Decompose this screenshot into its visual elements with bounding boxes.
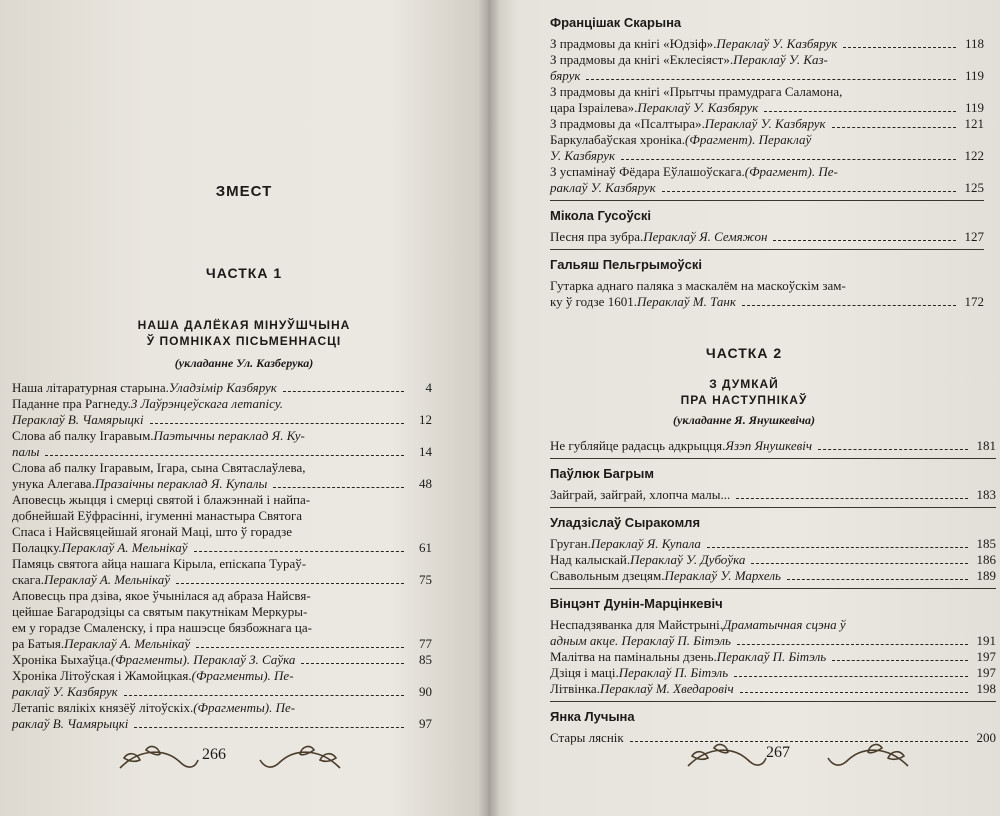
entry-title: Дзіця і маці. xyxy=(550,665,619,680)
entry-credit: Пераклаў П. Бітэль xyxy=(716,649,827,664)
dot-leader xyxy=(764,111,956,112)
entry-title: Наша літаратурная старына. xyxy=(12,380,169,395)
book-gutter xyxy=(478,0,500,816)
entry-first-line xyxy=(12,380,432,396)
dot-leader xyxy=(737,644,968,645)
toc-entry xyxy=(550,681,996,697)
section-rule xyxy=(550,249,984,250)
dot-leader xyxy=(662,191,956,192)
author-name: Гальяш Пельгрымоўскі xyxy=(550,257,702,272)
entry-first-line xyxy=(550,164,984,180)
entry-continuation-line xyxy=(12,684,432,700)
entry-title: З прадмовы да «Псалтыра». xyxy=(550,116,705,131)
entry-credit: Пераклаў У. Казбярук xyxy=(704,116,826,131)
entry-credit: Пераклаў У. Мархель xyxy=(664,568,781,583)
entry-title: Паданне пра Рагнеду. xyxy=(12,396,131,411)
entry-continuation-line xyxy=(12,604,432,620)
dot-leader xyxy=(621,159,956,160)
right-page xyxy=(488,0,1000,816)
entry-first-line xyxy=(550,552,996,568)
author-name: Уладзіслаў Сыракомля xyxy=(550,515,701,530)
toc-entry xyxy=(12,668,432,700)
entry-title: Не губляйце радасць адкрыцця. xyxy=(550,438,726,453)
entry-title: З прадмовы да кнігі «Прытчы прамудрага Саламона, xyxy=(550,84,843,99)
author-name: Мікола Гусоўскі xyxy=(550,208,652,223)
dot-leader xyxy=(194,551,404,552)
entry-title: Стары ляснік xyxy=(550,730,624,745)
entry-continuation-text: ра Батыя. xyxy=(12,636,65,651)
toc-entry xyxy=(550,552,996,568)
author-name: Паўлюк Багрым xyxy=(550,466,654,481)
entry-first-line xyxy=(550,487,996,503)
entry-continuation-line xyxy=(550,100,984,116)
entry-first-line xyxy=(12,556,432,572)
right-entry-list-bottom xyxy=(550,438,996,746)
toc-entry xyxy=(550,132,984,164)
dot-leader xyxy=(787,579,968,580)
entry-continuation-line xyxy=(12,524,432,540)
entry-title: Слова аб палку Ігаравым, Ігара, сына Святаслаўлева, xyxy=(12,460,306,475)
entry-first-line xyxy=(550,36,984,52)
toc-entry xyxy=(550,278,984,310)
entry-title: Малітва на памінальны дзень. xyxy=(550,649,717,664)
entry-continuation-line xyxy=(550,180,984,196)
entry-page-number: 189 xyxy=(976,568,996,583)
section-editor: (укладанне Ул. Казберука) xyxy=(174,356,314,370)
entry-continuation-credit: Пераклаў А. Мельнікаў xyxy=(44,572,171,587)
toc-entry xyxy=(12,460,432,492)
entry-title: Хроніка Літоўская і Жамойцкая. xyxy=(12,668,192,683)
dot-leader xyxy=(707,547,968,548)
toc-entry xyxy=(550,84,984,116)
entry-first-line xyxy=(12,492,432,508)
entry-page-number: 127 xyxy=(964,229,984,244)
entry-continuation-text: добнейшай Еўфрасінні, ігуменні манастыра Святога xyxy=(12,508,303,523)
toc-entry xyxy=(12,556,432,588)
author-name: Янка Лучына xyxy=(550,709,635,724)
entry-page-number: 198 xyxy=(976,681,996,696)
entry-page-number: 61 xyxy=(419,540,432,555)
section2-title-line1: З ДУМКАЙ xyxy=(709,377,779,391)
dot-leader xyxy=(751,563,968,564)
entry-continuation-line xyxy=(12,716,432,732)
entry-first-line xyxy=(12,428,432,444)
dot-leader xyxy=(734,676,968,677)
entry-page-number: 85 xyxy=(419,652,432,667)
entry-page-number: 185 xyxy=(976,536,996,551)
dot-leader xyxy=(150,423,404,424)
entry-page-number: 90 xyxy=(419,684,432,699)
entry-first-line xyxy=(12,588,432,604)
entry-credit: (Фрагменты). Пе- xyxy=(191,668,294,683)
entry-first-line xyxy=(12,668,432,684)
entry-page-number: 186 xyxy=(976,552,996,567)
entry-title: Хроніка Быхаўца. xyxy=(12,652,111,667)
toc-entry xyxy=(12,588,432,652)
entry-credit: (Фрагмент). Пе- xyxy=(744,164,838,179)
entry-title: З прадмовы да кнігі «Юдзіф». xyxy=(550,36,717,51)
entry-continuation-line xyxy=(12,540,432,556)
part1-title: ЧАСТКА 1 xyxy=(205,265,283,281)
dot-leader xyxy=(740,692,968,693)
toc-entry xyxy=(550,36,984,52)
entry-continuation-line xyxy=(12,572,432,588)
dot-leader xyxy=(45,455,404,456)
section2-editor: (укладанне Я. Янушкевіча) xyxy=(673,413,815,427)
entry-credit: Пераклаў Я. Семяжон xyxy=(643,229,768,244)
entry-title: Літвінка. xyxy=(550,681,600,696)
dot-leader xyxy=(818,449,968,450)
section-rule xyxy=(550,588,996,589)
dot-leader xyxy=(843,47,956,48)
dot-leader xyxy=(283,391,404,392)
entry-continuation-text: цейшае Багародзіцы са святым пакутнікам Меркуры- xyxy=(12,604,308,619)
entry-credit: Пераклаў П. Бітэль xyxy=(618,665,729,680)
toc-entry xyxy=(12,652,432,668)
entry-continuation-line xyxy=(550,148,984,164)
dot-leader xyxy=(176,583,404,584)
entry-first-line xyxy=(12,700,432,716)
entry-continuation-text: Полацку. xyxy=(12,540,62,555)
entry-credit: Пераклаў М. Хведаровіч xyxy=(599,681,734,696)
entry-first-line xyxy=(550,278,984,294)
entry-continuation-credit: Пераклаў А. Мельнікаў xyxy=(64,636,191,651)
entry-page-number: 119 xyxy=(964,68,984,83)
entry-continuation-credit: адным акце. Пераклаў П. Бітэль xyxy=(550,633,731,648)
dot-leader xyxy=(301,663,404,664)
dot-leader xyxy=(832,660,968,661)
entry-credit: Пераклаў У. Каз- xyxy=(733,52,828,67)
entry-page-number: 4 xyxy=(425,380,432,395)
entry-title: Песня пра зубра. xyxy=(550,229,644,244)
entry-first-line xyxy=(550,84,984,100)
dot-leader xyxy=(273,487,404,488)
toc-entry xyxy=(12,396,432,428)
entry-first-line xyxy=(550,568,996,584)
dot-leader xyxy=(832,127,956,128)
entry-credit: З Лаўрэнцеўскага летапісу. xyxy=(130,396,284,411)
entry-title: Свавольным дзецям. xyxy=(550,568,665,583)
entry-page-number: 191 xyxy=(976,633,996,648)
entry-page-number: 200 xyxy=(976,730,996,745)
dot-leader xyxy=(134,727,404,728)
entry-title: Гутарка аднаго паляка з маскалём на маскоўскім зам- xyxy=(550,278,846,293)
entry-continuation-line xyxy=(12,508,432,524)
toc-entry xyxy=(550,116,984,132)
entry-continuation-line xyxy=(550,68,984,84)
entry-continuation-line xyxy=(12,636,432,652)
toc-entry xyxy=(550,536,996,552)
entry-continuation-credit: Празаічны пераклад Я. Купалы xyxy=(94,476,268,491)
entry-page-number: 97 xyxy=(419,716,432,731)
section-rule xyxy=(550,507,996,508)
toc-entry xyxy=(550,164,984,196)
author-name: Вінцэнт Дунін-Марцінкевіч xyxy=(550,596,723,611)
entry-continuation-line xyxy=(12,476,432,492)
entry-page-number: 48 xyxy=(419,476,432,491)
toc-entry xyxy=(550,52,984,84)
dot-leader xyxy=(196,647,404,648)
entry-credit: Язэп Янушкевіч xyxy=(725,438,813,453)
entry-first-line xyxy=(550,438,996,454)
entry-first-line xyxy=(12,396,432,412)
entry-first-line xyxy=(550,132,984,148)
entry-page-number: 172 xyxy=(964,294,984,309)
entry-title: Баркулабаўская хроніка. xyxy=(550,132,686,147)
entry-credit: (Фрагменты). Пераклаў З. Саўка xyxy=(110,652,296,667)
entry-title: Памяць святога айца нашага Кірыла, епіскапа Тураў- xyxy=(12,556,307,571)
entry-continuation-credit: раклаў У. Казбярук xyxy=(550,180,656,195)
entry-credit: Уладзімір Казбярук xyxy=(168,380,277,395)
entry-continuation-credit: палы xyxy=(12,444,40,459)
entry-page-number: 121 xyxy=(964,116,984,131)
entry-page-number: 75 xyxy=(419,572,432,587)
toc-entry xyxy=(12,492,432,556)
entry-first-line xyxy=(550,116,984,132)
entry-credit: (Фрагменты). Пе- xyxy=(193,700,296,715)
entry-title: Над калыскай. xyxy=(550,552,631,567)
entry-title: З прадмовы да кнігі «Еклесіяст». xyxy=(550,52,734,67)
section-title-line2: Ў ПОМНІКАХ ПІСЬМЕННАСЦІ xyxy=(146,334,342,348)
entry-first-line xyxy=(550,649,996,665)
entry-page-number: 197 xyxy=(976,649,996,664)
ornament-left xyxy=(110,738,350,782)
entry-credit: Драматычная сцэна ў xyxy=(722,617,846,632)
entry-continuation-text: унука Алегава. xyxy=(12,476,95,491)
left-page xyxy=(0,0,488,816)
right-entry-list-top xyxy=(550,8,984,310)
entry-continuation-credit: Пераклаў А. Мельнікаў xyxy=(61,540,188,555)
entry-continuation-text: ем у горадзе Смаленску, і пра нашэсце бязбожнага ца- xyxy=(12,620,312,635)
entry-title: З успамінаў Фёдара Еўлашоўскага. xyxy=(550,164,745,179)
entry-continuation-credit: Пераклаў У. Казбярук xyxy=(637,100,759,115)
entry-first-line xyxy=(550,617,996,633)
toc-entry xyxy=(550,665,996,681)
toc-entry xyxy=(550,229,984,245)
dot-leader xyxy=(742,305,956,306)
toc-entry xyxy=(550,438,996,454)
entry-continuation-credit: раклаў У. Казбярук xyxy=(12,684,118,699)
entry-first-line xyxy=(550,52,984,68)
entry-continuation-line xyxy=(12,444,432,460)
entry-continuation-line xyxy=(12,620,432,636)
entry-title: Аповесць пра дзіва, якое ўчынілася ад абраза Найсвя- xyxy=(12,588,311,603)
dot-leader xyxy=(773,240,956,241)
dot-leader xyxy=(736,498,968,499)
entry-page-number: 197 xyxy=(976,665,996,680)
toc-entry xyxy=(550,487,996,503)
toc-entry xyxy=(12,380,432,396)
entry-credit: Пераклаў Я. Купала xyxy=(590,536,701,551)
entry-first-line xyxy=(550,665,996,681)
author-name: Францішак Скарына xyxy=(550,15,682,30)
entry-credit: Пераклаў У. Казбярук xyxy=(716,36,838,51)
entry-continuation-credit: Пераклаў В. Чамярыцкі xyxy=(12,412,144,427)
entry-page-number: 181 xyxy=(976,438,996,453)
entry-page-number: 12 xyxy=(419,412,432,427)
entry-page-number: 122 xyxy=(964,148,984,163)
entry-page-number: 14 xyxy=(419,444,432,459)
entry-continuation-line xyxy=(550,633,996,649)
entry-page-number: 118 xyxy=(964,36,984,51)
entry-title: Слова аб палку Ігаравым. xyxy=(12,428,154,443)
dot-leader xyxy=(124,695,404,696)
page-number-left: 266 xyxy=(202,746,226,763)
entry-page-number: 125 xyxy=(964,180,984,195)
entry-first-line xyxy=(12,652,432,668)
entry-credit: Паэтычны пераклад Я. Ку- xyxy=(153,428,305,443)
section-rule xyxy=(550,701,996,702)
ornament-right xyxy=(678,736,918,780)
entry-continuation-text: Спаса і Найсвяцейшай ягонай Маці, што ў горадзе xyxy=(12,524,293,539)
toc-entry xyxy=(550,649,996,665)
entry-page-number: 77 xyxy=(419,636,432,651)
entry-first-line xyxy=(550,536,996,552)
section-rule xyxy=(550,200,984,201)
contents-title: ЗМЕСТ xyxy=(215,183,273,200)
section2-title-line2: ПРА НАСТУПНІКАЎ xyxy=(680,393,808,407)
dot-leader xyxy=(586,79,956,80)
entry-title: Зайграй, зайграй, хлопча малы... xyxy=(550,487,731,502)
toc-entry xyxy=(12,700,432,732)
entry-first-line xyxy=(12,460,432,476)
entry-title: Летапіс вялікіх князёў літоўскіх. xyxy=(12,700,194,715)
page-number-right: 267 xyxy=(766,744,790,761)
entry-continuation-text: скага. xyxy=(12,572,45,587)
entry-continuation-credit: бярук xyxy=(550,68,581,83)
entry-continuation-line xyxy=(550,294,984,310)
entry-continuation-text: цара Ізраілева». xyxy=(550,100,638,115)
section-title-line1: НАША ДАЛЁКАЯ МІНУЎШЧЫНА xyxy=(137,318,351,332)
entry-title: Груган. xyxy=(550,536,591,551)
entry-title: Неспадзяванка для Майстрыні. xyxy=(550,617,723,632)
entry-credit: (Фрагмент). Пераклаў xyxy=(685,132,812,147)
entry-title: Аповесць жыцця і смерці святой і блажэннай і найпа- xyxy=(12,492,311,507)
entry-continuation-credit: раклаў В. Чамярыцкі xyxy=(12,716,129,731)
section-rule xyxy=(550,458,996,459)
toc-entry xyxy=(550,617,996,649)
entry-page-number: 183 xyxy=(976,487,996,502)
part2-title: ЧАСТКА 2 xyxy=(705,345,783,361)
left-entry-list xyxy=(12,380,432,732)
entry-credit: Пераклаў У. Дубоўка xyxy=(630,552,746,567)
entry-continuation-credit: У. Казбярук xyxy=(550,148,616,163)
entry-continuation-line xyxy=(12,412,432,428)
entry-page-number: 119 xyxy=(964,100,984,115)
toc-entry xyxy=(550,568,996,584)
entry-continuation-credit: Пераклаў М. Танк xyxy=(636,294,736,309)
entry-continuation-text: ку ў годзе 1601. xyxy=(550,294,637,309)
entry-first-line xyxy=(550,229,984,245)
entry-first-line xyxy=(550,681,996,697)
toc-entry xyxy=(12,428,432,460)
